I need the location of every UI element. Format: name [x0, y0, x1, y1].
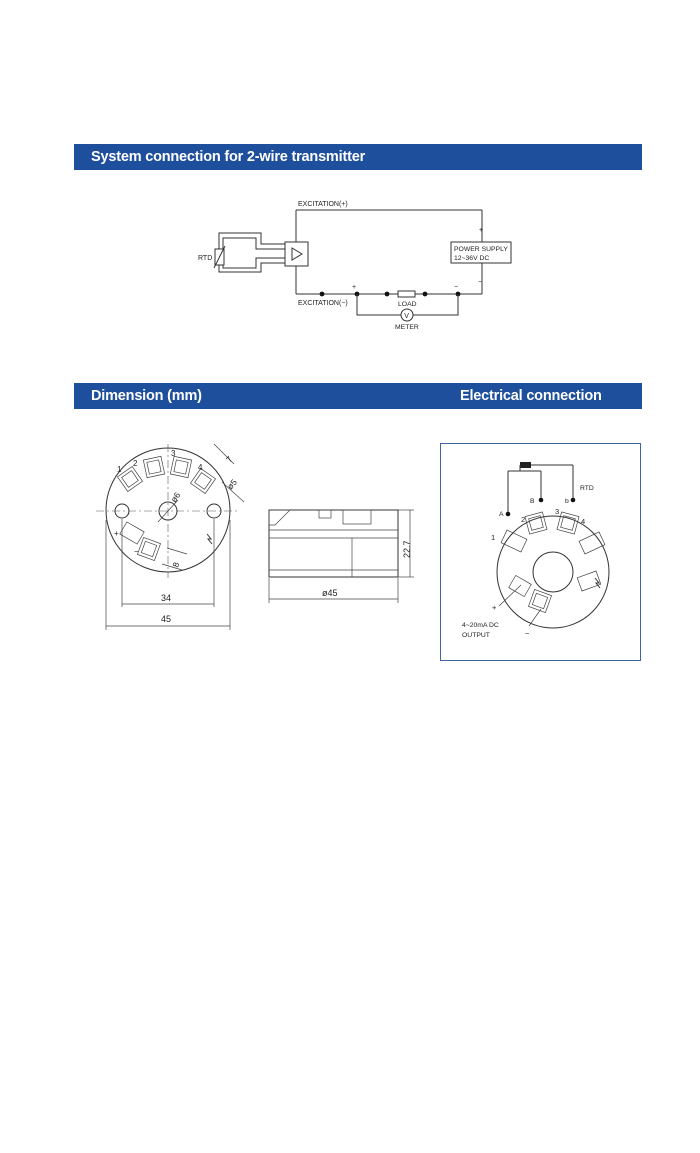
hole-dia-label: ø6 — [168, 490, 183, 505]
output-current-label: 4~20mA DC — [462, 622, 499, 629]
terminal-4-label: 4 — [198, 463, 203, 472]
load-label: LOAD — [398, 301, 417, 308]
output-minus-label: − — [525, 629, 530, 638]
terminal-width-label: 8 — [170, 561, 182, 569]
output-plus-label: + — [114, 529, 119, 538]
supply-plus-label: + — [479, 227, 484, 234]
output-minus-label: − — [134, 547, 139, 556]
output-plus-label: + — [492, 603, 497, 612]
excitation-plus-label: EXCITATION(+) — [298, 201, 348, 208]
transmitter-side-view — [269, 510, 398, 577]
loop-plus-label: + — [352, 284, 357, 291]
terminal-3-label: 3 — [171, 449, 176, 458]
load-resistor-icon — [398, 291, 415, 297]
system-wiring-diagram — [0, 0, 700, 360]
wire-b-lower-label: b — [565, 498, 569, 505]
output-label: OUTPUT — [462, 632, 490, 639]
terminal-1-label: 1 — [117, 465, 122, 474]
supply-minus-label: − — [478, 279, 483, 286]
power-supply-label: POWER SUPPLY — [454, 246, 508, 253]
dimension-title: Dimension (mm) — [91, 388, 202, 404]
side-dia-label: ø45 — [322, 588, 338, 598]
terminal-2-label: 2 — [521, 515, 526, 524]
system-connection-title: System connection for 2-wire transmitter — [91, 149, 366, 165]
transmitter-icon — [285, 242, 308, 266]
electrical-connection-panel — [440, 443, 641, 661]
terminal-4-label: 4 — [581, 517, 586, 526]
terminal-2-label: 2 — [133, 459, 138, 468]
electrical-wiring-drawing — [441, 444, 639, 659]
electrical-terminals — [501, 512, 605, 613]
wire-b-upper-label: B — [530, 498, 535, 505]
rtd-label: RTD — [198, 255, 213, 262]
hole-spacing-label: 34 — [161, 593, 172, 603]
rtd-label: RTD — [580, 485, 594, 492]
meter-label: METER — [395, 324, 419, 331]
power-supply-voltage: 12~36V DC — [454, 255, 490, 262]
dimension-drawing — [0, 430, 440, 640]
height-label: 22.7 — [402, 540, 412, 558]
meter-symbol: V — [404, 312, 409, 320]
terminal-3-label: 3 — [555, 507, 560, 516]
outer-dia-label: 45 — [161, 614, 172, 624]
mount-dia-label: ø5 — [224, 477, 239, 492]
terminal-1-label: 1 — [491, 533, 496, 542]
excitation-minus-label: EXCITATION(−) — [298, 300, 348, 307]
ground-icon — [207, 534, 212, 544]
wire-a-label: A — [499, 511, 504, 518]
dimension-banner — [74, 383, 642, 409]
electrical-connection-title: Electrical connection — [460, 388, 602, 404]
top-offset-label: 7 — [223, 454, 235, 465]
loop-minus-label: − — [454, 284, 459, 291]
